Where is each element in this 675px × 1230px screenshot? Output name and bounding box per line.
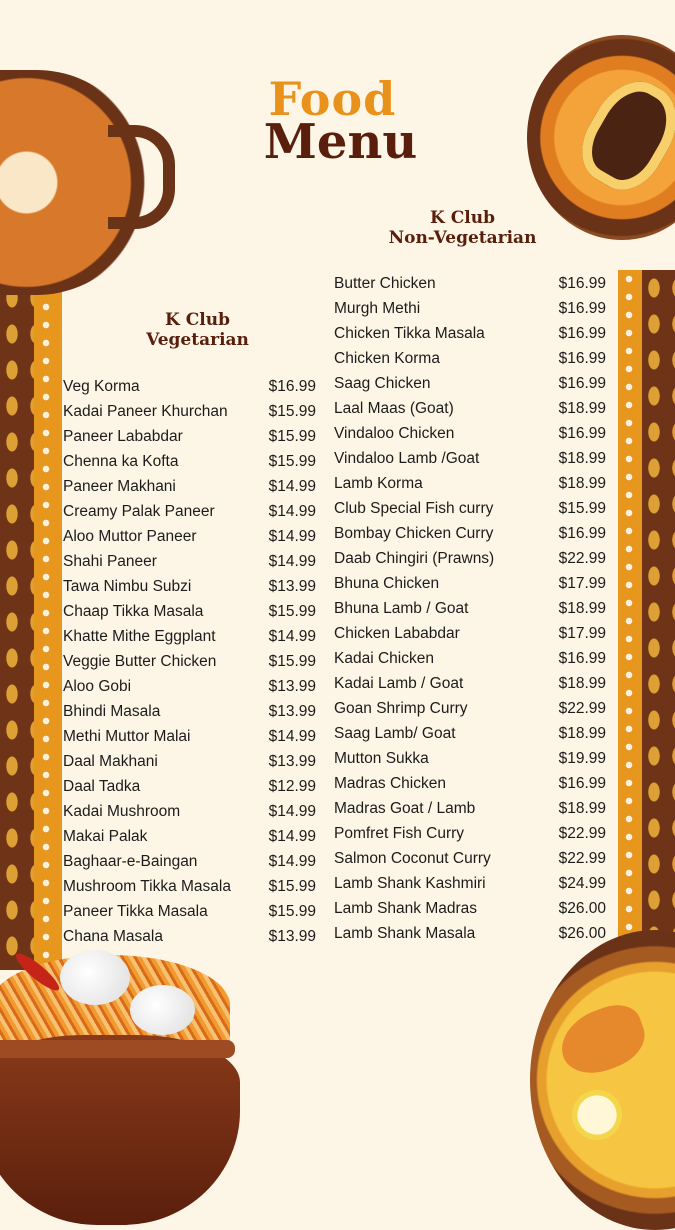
menu-item-price: $14.99 [268,727,316,745]
page-title-menu: Menu [263,114,418,170]
menu-item-price: $16.99 [558,299,606,317]
menu-item-name: Chicken Korma [334,349,440,367]
biryani-pot-rim [0,1040,235,1058]
menu-item-name: Daab Chingiri (Prawns) [334,549,495,567]
menu-item-name: Chaap Tikka Masala [63,602,204,620]
menu-item-name: Vindaloo Lamb /Goat [334,449,480,467]
menu-item [334,671,606,696]
menu-item-name: Bhuna Lamb / Goat [334,599,469,617]
menu-item-name: Creamy Palak Paneer [63,502,215,520]
menu-item [63,374,316,399]
menu-item [63,474,316,499]
menu-item-price: $16.99 [558,524,606,542]
menu-item [63,724,316,749]
menu-item-price: $18.99 [558,724,606,742]
menu-item-price: $14.99 [268,627,316,645]
menu-item-name: Daal Tadka [63,777,141,795]
menu-item-price: $22.99 [558,549,606,567]
menu-item-name: Baghaar-e-Baingan [63,852,198,870]
menu-item-price: $15.99 [268,902,316,920]
menu-item [334,921,606,946]
menu-item-price: $15.99 [268,602,316,620]
menu-item-price: $14.99 [268,527,316,545]
menu-item [63,799,316,824]
menu-item [63,449,316,474]
menu-item-price: $15.99 [268,652,316,670]
menu-item-name: Daal Makhani [63,752,158,770]
menu-item-price: $18.99 [558,449,606,467]
menu-item-name: Kadai Paneer Khurchan [63,402,228,420]
menu-item-name: Kadai Mushroom [63,802,181,820]
menu-item-price: $13.99 [268,677,316,695]
menu-item [334,646,606,671]
menu-item [334,571,606,596]
menu-item-price: $14.99 [268,827,316,845]
menu-item-price: $15.99 [268,452,316,470]
biryani-pot-illustration [0,1035,240,1225]
menu-item-name: Chicken Lababdar [334,624,460,642]
menu-item-price: $17.99 [558,624,606,642]
menu-item-name: Lamb Shank Kashmiri [334,874,486,892]
menu-item [63,599,316,624]
menu-item-price: $15.99 [558,499,606,517]
menu-item-name: Madras Goat / Lamb [334,799,476,817]
menu-item-name: Mutton Sukka [334,749,429,767]
menu-item-name: Mushroom Tikka Masala [63,877,231,895]
menu-item-name: Kadai Chicken [334,649,434,667]
menu-item-price: $15.99 [268,402,316,420]
non-vegetarian-heading [380,208,545,248]
vegetarian-heading-line2: Vegetarian [146,330,249,350]
menu-item [334,896,606,921]
menu-item-price: $17.99 [558,574,606,592]
menu-item [63,424,316,449]
menu-item-price: $13.99 [268,702,316,720]
menu-item-name: Lamb Shank Madras [334,899,478,917]
non-vegetarian-heading-line2: Non-Vegetarian [388,228,537,248]
menu-item [334,596,606,621]
menu-item [63,499,316,524]
page-title-food: Food [268,72,397,126]
menu-item [334,746,606,771]
menu-item [63,774,316,799]
menu-item-name: Club Special Fish curry [334,499,494,517]
menu-item-name: Khatte Mithe Eggplant [63,627,216,645]
menu-item-name: Saag Lamb/ Goat [334,724,456,742]
menu-item-name: Butter Chicken [334,274,436,292]
menu-item [334,421,606,446]
egg-illustration [60,950,130,1005]
menu-item [63,524,316,549]
menu-item-name: Madras Chicken [334,774,446,792]
menu-item [63,399,316,424]
menu-item-price: $22.99 [558,699,606,717]
menu-item-price: $16.99 [558,374,606,392]
menu-item-price: $16.99 [558,349,606,367]
menu-item-name: Laal Maas (Goat) [334,399,454,417]
vegetarian-heading-line1: K Club [165,310,230,330]
menu-item-price: $15.99 [268,427,316,445]
menu-item-name: Chenna ka Kofta [63,452,179,470]
menu-item [334,346,606,371]
menu-item [63,749,316,774]
menu-item-name: Methi Muttor Malai [63,727,191,745]
vegetarian-menu-list [63,374,316,949]
menu-item-name: Tawa Nimbu Subzi [63,577,192,595]
menu-item-price: $16.99 [558,774,606,792]
menu-item-price: $19.99 [558,749,606,767]
menu-item [334,271,606,296]
menu-item-price: $16.99 [558,324,606,342]
menu-item [334,871,606,896]
menu-item [334,696,606,721]
menu-item-price: $24.99 [558,874,606,892]
menu-item [334,521,606,546]
egg-illustration [130,985,195,1035]
menu-item-name: Kadai Lamb / Goat [334,674,464,692]
menu-item-price: $18.99 [558,474,606,492]
menu-item-price: $18.99 [558,599,606,617]
menu-item [63,699,316,724]
menu-item [63,624,316,649]
chicken-curry-bowl-illustration [530,930,675,1230]
menu-item [63,874,316,899]
menu-item [334,296,606,321]
menu-item-name: Murgh Methi [334,299,421,317]
menu-item-price: $22.99 [558,824,606,842]
menu-item-name: Shahi Paneer [63,552,157,570]
menu-item [63,899,316,924]
menu-item [334,846,606,871]
menu-item-price: $22.99 [558,849,606,867]
menu-item-price: $13.99 [268,927,316,945]
left-decorative-border [0,280,62,970]
menu-item [63,849,316,874]
menu-item-price: $14.99 [268,477,316,495]
menu-item [63,574,316,599]
menu-item [63,824,316,849]
menu-item-price: $13.99 [268,577,316,595]
menu-item-name: Bhindi Masala [63,702,161,720]
menu-item-name: Aloo Muttor Paneer [63,527,197,545]
menu-item-name: Saag Chicken [334,374,431,392]
menu-item-price: $16.99 [268,377,316,395]
menu-item-name: Paneer Tikka Masala [63,902,208,920]
menu-item-price: $14.99 [268,552,316,570]
menu-item-name: Veg Korma [63,377,140,395]
menu-item [334,546,606,571]
menu-item-name: Aloo Gobi [63,677,132,695]
menu-item-name: Bhuna Chicken [334,574,440,592]
menu-item [63,674,316,699]
menu-item-price: $18.99 [558,674,606,692]
menu-item-price: $18.99 [558,799,606,817]
menu-item-name: Salmon Coconut Curry [334,849,491,867]
menu-item [334,796,606,821]
menu-item-name: Bombay Chicken Curry [334,524,494,542]
menu-item-name: Goan Shrimp Curry [334,699,468,717]
lemon-slice-illustration [572,1090,622,1140]
menu-item [334,371,606,396]
menu-item-price: $15.99 [268,877,316,895]
menu-item [334,471,606,496]
menu-item [63,649,316,674]
menu-item-price: $18.99 [558,399,606,417]
menu-item-price: $13.99 [268,752,316,770]
menu-item-price: $14.99 [268,502,316,520]
menu-item-name: Chana Masala [63,927,163,945]
non-vegetarian-menu-list [334,271,606,946]
menu-item [63,549,316,574]
menu-item-name: Paneer Lababdar [63,427,183,445]
menu-item-price: $26.00 [558,899,606,917]
menu-item-price: $26.00 [558,924,606,942]
menu-item-name: Makai Palak [63,827,148,845]
menu-item [334,496,606,521]
menu-item [334,621,606,646]
menu-item [334,771,606,796]
menu-item-name: Lamb Shank Masala [334,924,476,942]
vegetarian-heading [140,310,255,350]
menu-item-price: $12.99 [268,777,316,795]
menu-item [334,821,606,846]
menu-item [334,721,606,746]
menu-item-name: Paneer Makhani [63,477,176,495]
menu-item-price: $16.99 [558,424,606,442]
menu-item-price: $14.99 [268,802,316,820]
menu-item-price: $16.99 [558,649,606,667]
menu-item-price: $16.99 [558,274,606,292]
menu-item-name: Pomfret Fish Curry [334,824,465,842]
menu-item-price: $14.99 [268,852,316,870]
menu-item-name: Chicken Tikka Masala [334,324,485,342]
menu-item-name: Vindaloo Chicken [334,424,455,442]
non-vegetarian-heading-line1: K Club [430,208,495,228]
menu-item [334,321,606,346]
menu-item [63,924,316,949]
menu-item [334,446,606,471]
menu-item-name: Lamb Korma [334,474,423,492]
menu-item-name: Veggie Butter Chicken [63,652,217,670]
right-decorative-border [618,270,675,940]
menu-item [334,396,606,421]
